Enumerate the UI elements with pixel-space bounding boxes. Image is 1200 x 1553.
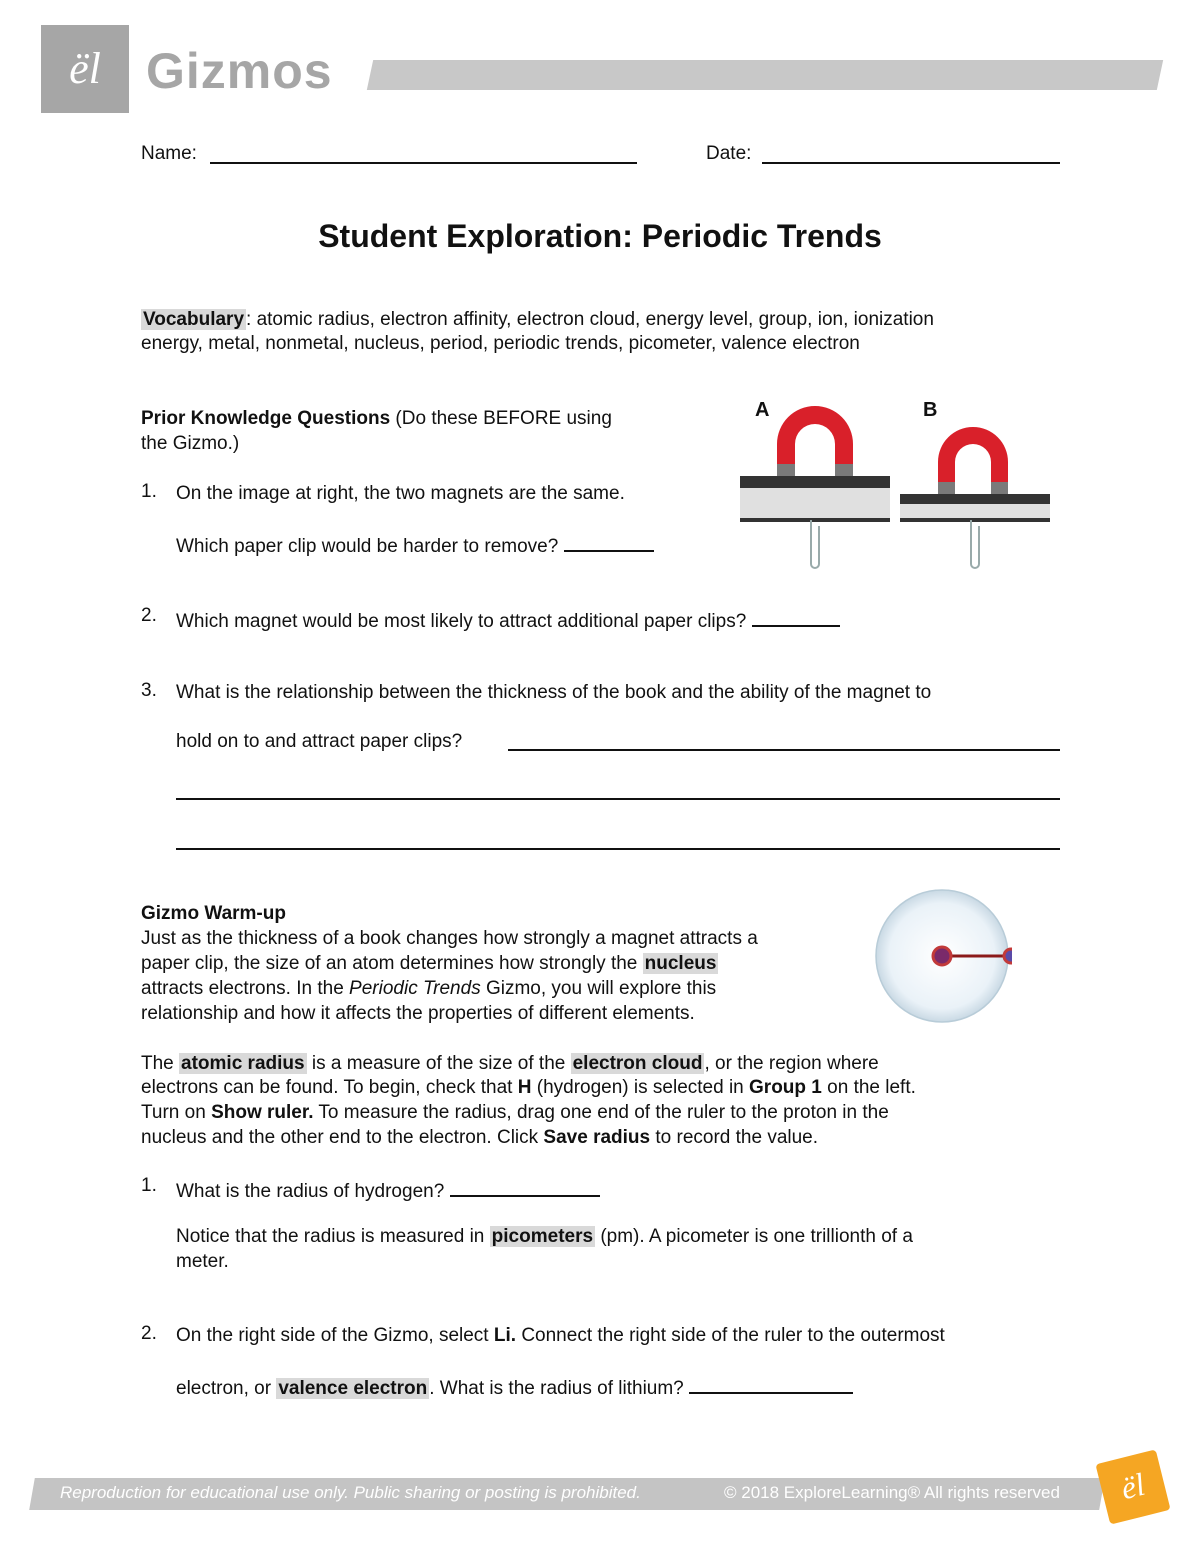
warmup-q2-answer[interactable] bbox=[689, 1372, 853, 1394]
warmup-p2-line3: Turn on Show ruler. To measure the radius, drag one end of the ruler to the proton in the bbox=[141, 1102, 889, 1123]
logo-glyph: ël bbox=[69, 44, 101, 93]
warmup-p1-line4: relationship and how it affects the properties of different elements. bbox=[141, 1003, 695, 1024]
warmup-q1-number: 1. bbox=[141, 1175, 157, 1196]
magnet-a bbox=[777, 406, 853, 476]
warmup-p2-line4: nucleus and the other end to the electron. Click Save radius to record the value. bbox=[141, 1127, 819, 1148]
atom-image bbox=[872, 886, 1012, 1026]
prior-q3-answer-line2[interactable] bbox=[176, 798, 1060, 800]
image-label-a: A bbox=[755, 399, 770, 421]
warmup-q2-line1: On the right side of the Gizmo, select Li. Connect the right side of the ruler to the outermost bbox=[176, 1325, 945, 1346]
header-bar bbox=[367, 60, 1163, 90]
prior-q3-answer-line1[interactable] bbox=[508, 749, 1060, 751]
book-a bbox=[740, 476, 890, 522]
nucleus-icon bbox=[933, 947, 951, 965]
prior-q3-sub: hold on to and attract paper clips? bbox=[176, 731, 463, 752]
paperclip-b bbox=[971, 520, 979, 568]
footer-notice: Reproduction for educational use only. Public sharing or posting is prohibited. bbox=[60, 1483, 641, 1502]
warmup-note-line1: Notice that the radius is measured in picometers (pm). A picometer is one trillionth of a bbox=[176, 1226, 913, 1247]
date-label: Date: bbox=[706, 143, 752, 164]
paperclip-a bbox=[811, 520, 819, 568]
warmup-heading: Gizmo Warm-up bbox=[141, 903, 286, 924]
brand-name: Gizmos bbox=[146, 43, 333, 99]
prior-q3-answer-line3[interactable] bbox=[176, 848, 1060, 850]
warmup-q2-line2: electron, or valence electron . What is the radius of lithium? bbox=[176, 1372, 853, 1401]
name-label: Name: bbox=[141, 143, 197, 164]
prior-q2-number: 2. bbox=[141, 605, 157, 626]
warmup-p1-line3: attracts electrons. In the Periodic Trends Gizmo, you will explore this bbox=[141, 978, 717, 999]
vocabulary-line2: energy, metal, nonmetal, nucleus, period, periodic trends, picometer, valence electron bbox=[141, 333, 860, 354]
footer-logo bbox=[1095, 1449, 1170, 1524]
prior-heading-note: the Gizmo.) bbox=[141, 433, 240, 454]
prior-q3-text: What is the relationship between the thickness of the book and the ability of the magnet to bbox=[176, 682, 932, 703]
electron-icon bbox=[1004, 949, 1012, 963]
warmup-p1-line2: paper clip, the size of an atom determines how strongly the nucleus bbox=[141, 953, 717, 974]
image-label-b: B bbox=[923, 399, 938, 421]
footer-copyright: © 2018 ExploreLearning® All rights reserved bbox=[724, 1483, 1060, 1502]
prior-q2-text: Which magnet would be most likely to attract additional paper clips? bbox=[176, 605, 840, 634]
warmup-note-line2: meter. bbox=[176, 1251, 229, 1272]
date-field[interactable] bbox=[762, 162, 1060, 164]
prior-q1-text: On the image at right, the two magnets are the same. bbox=[176, 483, 625, 504]
warmup-p1-line1: Just as the thickness of a book changes how strongly a magnet attracts a bbox=[141, 928, 758, 949]
prior-q1-answer[interactable] bbox=[564, 530, 654, 552]
magnet-b bbox=[938, 427, 1008, 494]
logo-box bbox=[41, 25, 129, 113]
book-b bbox=[900, 494, 1050, 522]
prior-heading: Prior Knowledge Questions (Do these BEFORE using bbox=[141, 408, 612, 429]
warmup-p2-line2: electrons can be found. To begin, check that H (hydrogen) is selected in Group 1 on the left. bbox=[141, 1077, 916, 1098]
prior-q1-sub: Which paper clip would be harder to remove? bbox=[176, 530, 654, 559]
warmup-p2-line1: The atomic radius is a measure of the size of the electron cloud , or the region where bbox=[141, 1053, 879, 1074]
name-field[interactable] bbox=[210, 162, 637, 164]
vocabulary-line1: Vocabulary : atomic radius, electron affinity, electron cloud, energy level, group, ion, ionization bbox=[143, 309, 934, 330]
warmup-q1-text: What is the radius of hydrogen? bbox=[176, 1175, 600, 1204]
prior-q2-answer[interactable] bbox=[752, 605, 840, 627]
vocabulary-label: Vocabulary bbox=[143, 309, 245, 330]
page-title: Student Exploration: Periodic Trends bbox=[318, 218, 882, 254]
prior-q3-number: 3. bbox=[141, 680, 157, 701]
warmup-q2-number: 2. bbox=[141, 1323, 157, 1344]
footer-logo-glyph: ël bbox=[1117, 1465, 1149, 1507]
prior-q1-number: 1. bbox=[141, 481, 157, 502]
magnets-image bbox=[735, 392, 1055, 572]
warmup-q1-answer[interactable] bbox=[450, 1175, 600, 1197]
